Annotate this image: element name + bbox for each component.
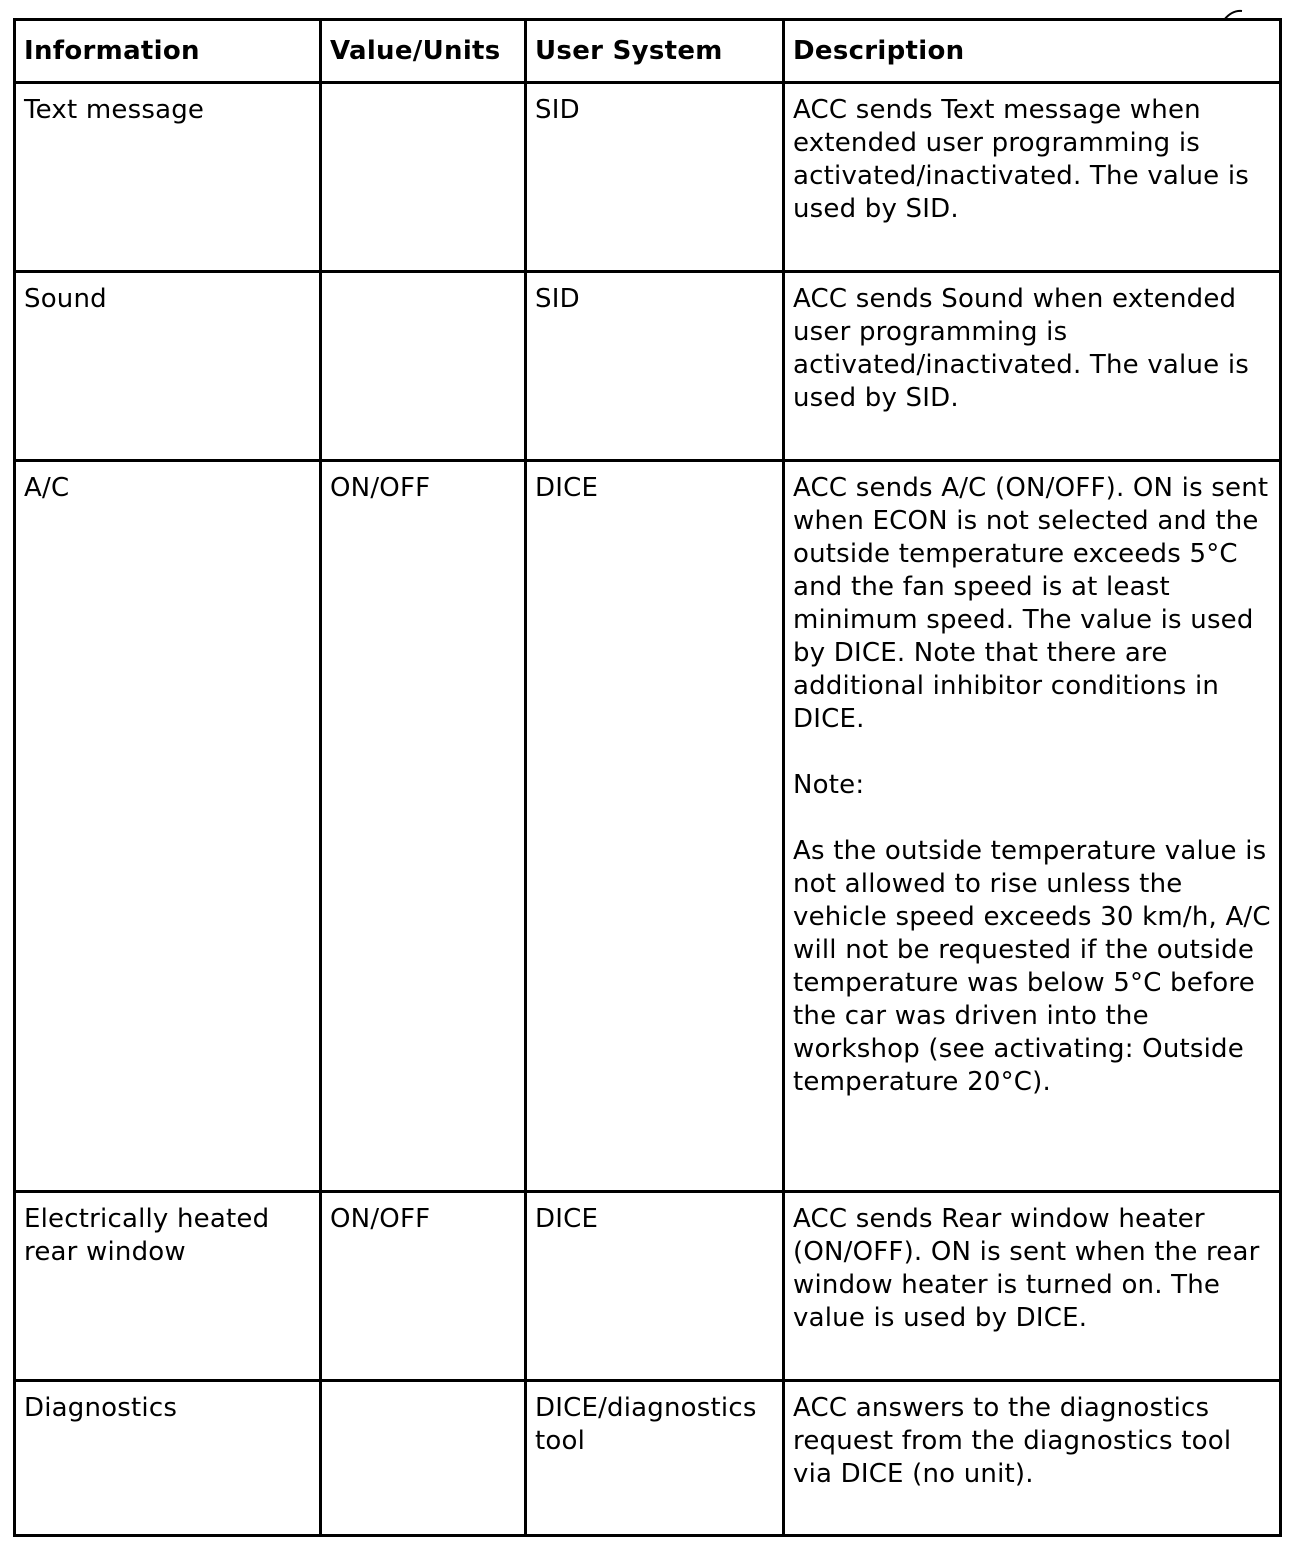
cell-value-units: ON/OFF [321,461,526,1192]
header-value-units: Value/Units [321,20,526,83]
cell-information: Text message [15,83,321,272]
cell-description [784,83,1281,272]
table-row [15,272,1281,461]
description-paragraph: ACC sends Text message when extended user programming is activated/inactivated. The value is used by SID. [793,95,1249,224]
cell-user-system: SID [526,83,784,272]
description-paragraph: ACC sends A/C (ON/OFF). ON is sent when ECON is not selected and the outside temperature exceeds 5°C and the fan speed is at least minimum speed. The value is used by DICE. Note that there are additional inhibitor conditions in DICE. [793,473,1269,734]
cell-user-system: DICE/diagnostics tool [526,1381,784,1536]
cell-information: Diagnostics [15,1381,321,1536]
cell-user-system: DICE [526,1192,784,1381]
cell-value-units [321,83,526,272]
table-row [15,1192,1281,1381]
cell-information: Sound [15,272,321,461]
cell-description [784,1192,1281,1381]
table-header-row [15,20,1281,83]
table-row [15,1381,1281,1536]
description-paragraph: ACC sends Sound when extended user programming is activated/inactivated. The value is used by SID. [793,284,1249,413]
cell-value-units: ON/OFF [321,1192,526,1381]
cell-value-units [321,1381,526,1536]
header-description: Description [784,20,1281,83]
cell-information: Electrically heated rear window [15,1192,321,1381]
header-information: Information [15,20,321,83]
cell-description [784,272,1281,461]
description-note-label: Note: [793,770,865,800]
cell-description [784,461,1281,1192]
description-paragraph: ACC sends Rear window heater (ON/OFF). ON is sent when the rear window heater is turned on. The value is used by DICE. [793,1204,1260,1333]
information-table [13,18,1282,1537]
cell-description [784,1381,1281,1536]
cell-user-system: DICE [526,461,784,1192]
cell-user-system: SID [526,272,784,461]
table-row [15,461,1281,1192]
header-user-system: User System [526,20,784,83]
description-paragraph: ACC answers to the diagnostics request from the diagnostics tool via DICE (no unit). [793,1393,1232,1489]
description-note-text: As the outside temperature value is not allowed to rise unless the vehicle speed exceeds 30 km/h, A/C will not be requested if the outside temperature was below 5°C before the car was driven into the workshop (see activating: Outside temperature 20°C). [793,836,1271,1097]
cell-information: A/C [15,461,321,1192]
cell-value-units [321,272,526,461]
table-row [15,83,1281,272]
